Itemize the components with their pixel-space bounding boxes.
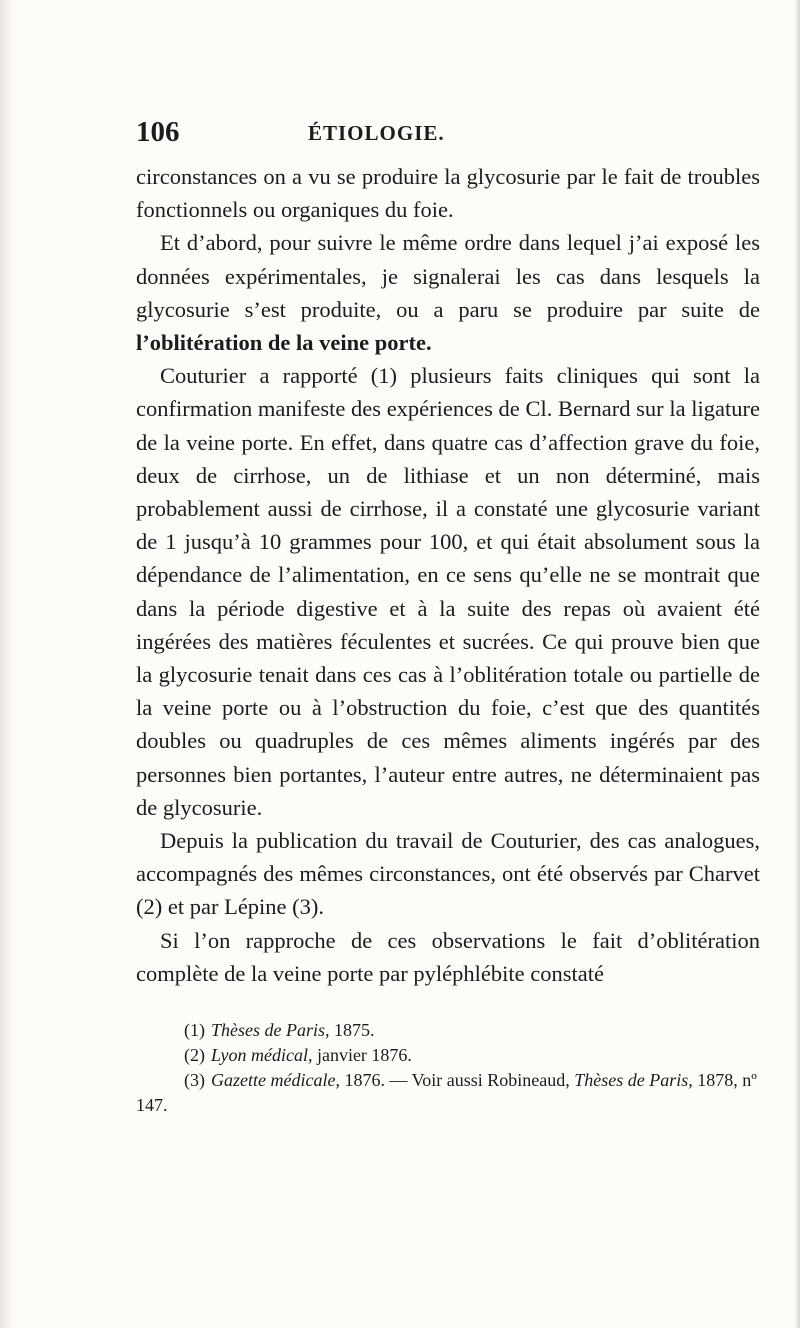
- footnote-number: (2): [184, 1045, 205, 1065]
- page-edge: [794, 0, 800, 1328]
- footnote-3: [136, 1068, 760, 1118]
- footnotes: [136, 1018, 760, 1118]
- page-header: [136, 112, 756, 152]
- footnote-number: (1): [184, 1020, 205, 1040]
- page-gutter-shadow: [0, 0, 14, 1328]
- footnote-detail: 1875.: [329, 1020, 375, 1040]
- paragraph-2-text: Et d’abord, pour suivre le même ordre dans lequel j’ai exposé les données expérimentales, je signalerai les cas dans lesquels la glycosurie s’est produite, ou a paru se produire par suite de: [136, 230, 760, 322]
- footnote-1: [136, 1018, 760, 1043]
- footnote-source: Gazette médicale,: [211, 1070, 340, 1090]
- paragraph-5: Si l’on rapproche de ces observations le fait d’oblitération complète de la veine porte par pyléphlébite constaté: [136, 927, 760, 986]
- paragraph-3: Couturier a rapporté (1) plusieurs faits cliniques qui sont la confirmation manifeste des expériences de Cl. Bernard sur la ligature de la veine porte. En effet, dans quatre cas d’affection grave du foie, deux de cirrhose, un de lithiase et un non déterminé, mais probablement aussi de cirrhose, il a constaté une glycosurie variant de 1 jusqu’à 10 grammes pour 100, et qui était absolument sous la dépendance de l’alimentation, en ce sens qu’elle ne se montrait que dans la période digestive et à la suite des repas où avaient été ingérées des matières féculentes et sucrées. Ce qui prouve bien que la glycosurie tenait dans ces cas à l’oblitération totale ou partielle de la veine porte ou à l’obstruction du foie, c’est que des quantités doubles ou quadruples de ces mêmes aliments ingérés par des personnes bien portantes, l’auteur entre autres, ne déterminaient pas de glycosurie.: [136, 363, 760, 820]
- paragraph-1: circonstances on a vu se produire la glycosurie par le fait de troubles fonctionnels ou organiques du foie.: [136, 164, 760, 223]
- paragraph-2-bold-term: l’oblitération de la veine porte.: [136, 330, 432, 356]
- footnote-source: Thèses de Paris,: [211, 1020, 330, 1040]
- footnote-number: (3): [184, 1070, 205, 1090]
- page-number: 106: [136, 116, 180, 148]
- footnote-2: [136, 1043, 760, 1068]
- body-text: [136, 160, 760, 990]
- footnote-source-2: Thèses de Paris,: [574, 1070, 693, 1090]
- footnote-detail-2: 1878, nº 147.: [136, 1070, 757, 1115]
- footnote-detail: janvier 1876.: [312, 1045, 412, 1065]
- paragraph-4: Depuis la publication du travail de Couturier, des cas analogues, accompagnés des mêmes circonstances, ont été observés par Charvet (2) et par Lépine (3).: [136, 828, 760, 920]
- running-title: ÉTIOLOGIE.: [308, 121, 445, 145]
- paragraph-2: [136, 226, 760, 359]
- footnote-source: Lyon médical,: [211, 1045, 313, 1065]
- footnote-detail: 1876. — Voir aussi Robineaud,: [339, 1070, 575, 1090]
